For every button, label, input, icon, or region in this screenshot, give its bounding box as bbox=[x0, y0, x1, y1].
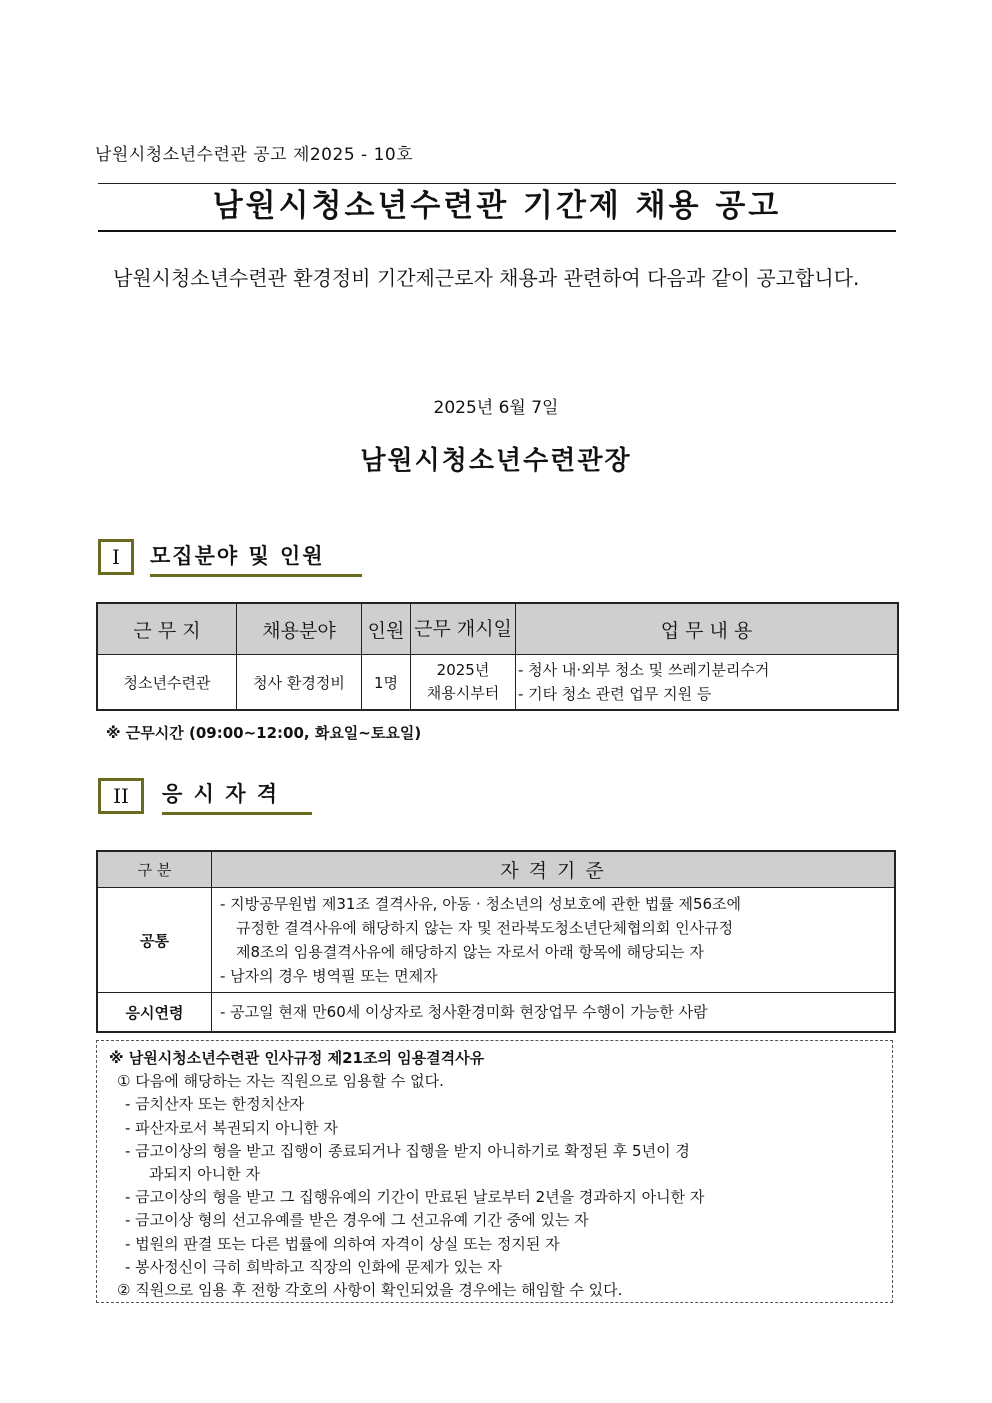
disqualification-sub: - 금고이상 형의 선고유예를 받은 경우에 그 선고유예 기간 중에 있는 자 bbox=[125, 1211, 589, 1230]
disqualification-sub: 과되지 아니한 자 bbox=[149, 1165, 260, 1184]
notice-number: 남원시청소년수련관 공고 제2025 - 10호 bbox=[95, 145, 414, 165]
start-line2: 채용시부터 bbox=[426, 684, 500, 702]
signer: 남원시청소년수련관장 bbox=[360, 446, 632, 476]
cell-count: 1명 bbox=[362, 655, 411, 711]
qualification-table bbox=[96, 850, 896, 1033]
header-category: 구 분 bbox=[97, 851, 212, 888]
section2-title: 응 시 자 격 bbox=[162, 778, 312, 815]
header-workplace: 근 무 지 bbox=[97, 603, 237, 655]
table-header-row bbox=[97, 851, 895, 888]
table-row bbox=[97, 655, 898, 711]
section1-number: I bbox=[98, 539, 134, 575]
duty-line1: - 청사 내·외부 청소 및 쓰레기분리수거 bbox=[518, 661, 770, 679]
table-row bbox=[97, 888, 895, 993]
intro-paragraph: 남원시청소년수련관 환경정비 기간제근로자 채용과 관련하여 다음과 같이 공고합니다. bbox=[113, 266, 860, 290]
section2-number: II bbox=[98, 778, 144, 814]
table-row bbox=[97, 993, 895, 1033]
common-criteria bbox=[212, 888, 896, 993]
age-label: 응시연령 bbox=[97, 993, 212, 1033]
common-label: 공통 bbox=[97, 888, 212, 993]
disqualification-box bbox=[96, 1040, 893, 1303]
title-bar bbox=[98, 183, 896, 232]
disqualification-sub: - 금고이상의 형을 받고 그 집행유예의 기간이 만료된 날로부터 2년을 경과하지 아니한 자 bbox=[125, 1188, 705, 1207]
disqualification-sub: - 봉사정신이 극히 희박하고 직장의 인화에 문제가 있는 자 bbox=[125, 1257, 502, 1276]
section1-title: 모집분야 및 인원 bbox=[150, 540, 362, 577]
recruitment-table bbox=[96, 602, 899, 711]
header-field: 채용분야 bbox=[237, 603, 362, 655]
common-line: 제8조의 임용결격사유에 해당하지 않는 자로서 아래 항목에 해당되는 자 bbox=[236, 943, 704, 961]
disqualification-sub: - 법원의 판결 또는 다른 법률에 의하여 자격이 상실 또는 정지된 자 bbox=[125, 1234, 560, 1253]
table-header-row bbox=[97, 603, 898, 655]
disqualification-item1: ① 다음에 해당하는 자는 직원으로 임용할 수 없다. bbox=[117, 1072, 444, 1091]
disqualification-sub: - 파산자로서 복권되지 아니한 자 bbox=[125, 1118, 338, 1137]
start-line1: 2025년 bbox=[436, 661, 490, 679]
header-count: 인원 bbox=[362, 603, 411, 655]
cell-start bbox=[411, 655, 516, 711]
header-duty: 업 무 내 용 bbox=[516, 603, 899, 655]
common-line: 규정한 결격사유에 해당하지 않는 자 및 전라북도청소년단체협의회 인사규정 bbox=[236, 919, 734, 937]
notice-date: 2025년 6월 7일 bbox=[433, 398, 559, 418]
page-title: 남원시청소년수련관 기간제 채용 공고 bbox=[212, 188, 782, 224]
age-criteria: - 공고일 현재 만60세 이상자로 청사환경미화 현장업무 수행이 가능한 사람 bbox=[212, 993, 896, 1033]
cell-workplace: 청소년수련관 bbox=[97, 655, 237, 711]
cell-field: 청사 환경정비 bbox=[237, 655, 362, 711]
working-hours-note: ※ 근무시간 (09:00~12:00, 화요일~토요일) bbox=[106, 724, 422, 742]
duty-line2: - 기타 청소 관련 업무 지원 등 bbox=[518, 685, 712, 703]
header-start: 근무 개시일 bbox=[411, 603, 516, 655]
common-line: - 남자의 경우 병역필 또는 면제자 bbox=[220, 967, 438, 985]
cell-duty bbox=[516, 655, 899, 711]
disqualification-sub: - 금고이상의 형을 받고 집행이 종료되거나 집행을 받지 아니하기로 확정된 후 5년이 경 bbox=[125, 1141, 690, 1160]
header-criteria: 자 격 기 준 bbox=[212, 851, 896, 888]
disqualification-item2: ② 직원으로 임용 후 전항 각호의 사항이 확인되었을 경우에는 해임할 수 있다. bbox=[117, 1281, 623, 1300]
disqualification-heading: ※ 남원시청소년수련관 인사규정 제21조의 임용결격사유 bbox=[109, 1049, 485, 1067]
common-line: - 지방공무원법 제31조 결격사유, 아동 · 청소년의 성보호에 관한 법률 제56조에 bbox=[220, 895, 742, 913]
disqualification-sub: - 금치산자 또는 한정치산자 bbox=[125, 1095, 305, 1114]
